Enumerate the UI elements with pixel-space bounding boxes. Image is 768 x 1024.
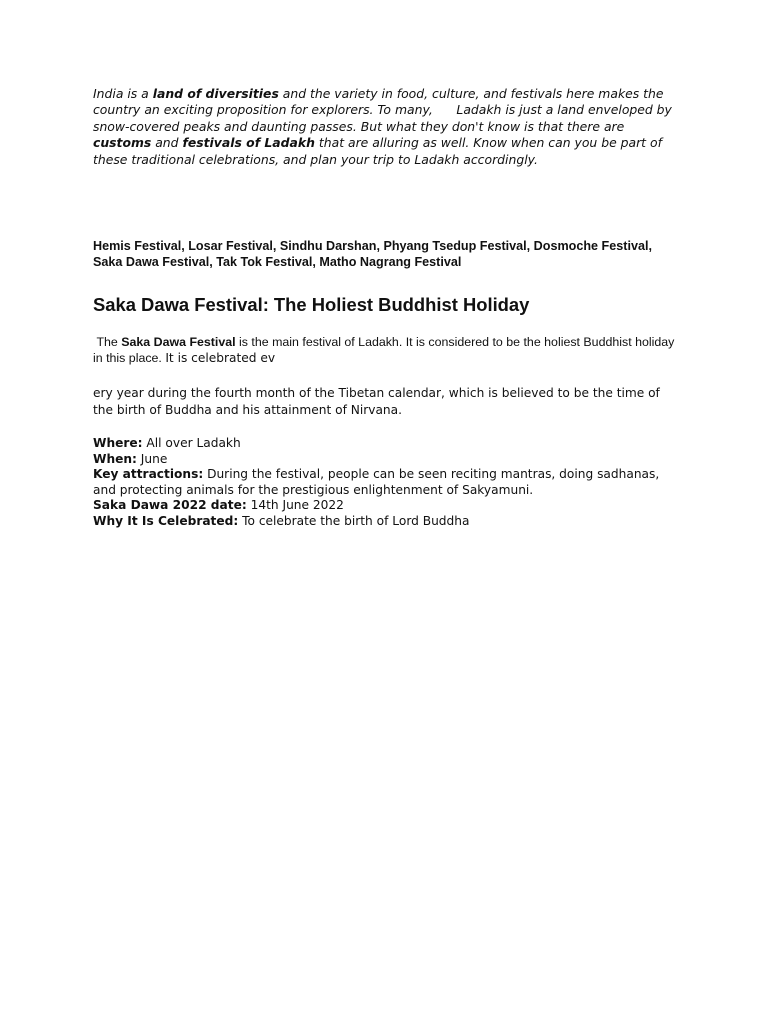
fact-when-value: June — [136, 451, 168, 466]
fact-date-value: 14th June 2022 — [246, 498, 344, 513]
fact-attractions-value: During the festival, people can be seen reciting mantras, doing sadhanas, and protecting animals for the prestigious enlightenment of Sakyamuni. — [93, 467, 660, 497]
desc-text-2: is the main festival of Ladakh. It is considered to be the holiest Buddhist holiday in this place. — [93, 335, 675, 365]
intro-text-2: and the variety in food, culture, and festivals here makes the country an exciting proposition for explorers. To many, Ladakh is just a land enveloped by snow-covered peaks and daunting passes. But what they don't know is that there are — [93, 86, 672, 134]
intro-bold-diversities: land of diversities — [152, 86, 279, 101]
fact-where-label: Where: — [93, 436, 143, 451]
festival-description — [93, 335, 683, 366]
intro-bold-customs: customs — [93, 135, 152, 151]
intro-paragraph — [93, 86, 683, 168]
intro-text-1: India is a — [93, 86, 153, 101]
fact-date — [93, 498, 683, 514]
intro-bold-festivals: festivals of Ladakh — [182, 135, 315, 151]
fact-why-value: To celebrate the birth of Lord Buddha — [238, 513, 470, 528]
festival-list: Hemis Festival, Losar Festival, Sindhu Darshan, Phyang Tsedup Festival, Dosmoche Festival, Saka Dawa Festival, Tak Tok Festival, Matho Nagrang Festival — [93, 239, 652, 270]
intro-text-3: and — [151, 135, 183, 151]
fact-attractions-label: Key attractions: — [93, 467, 204, 482]
desc-bold-name: Saka Dawa Festival — [121, 335, 236, 350]
intro-text-4: that are alluring as well. Know when can you be part of these traditional celebrations, and plan your trip to Ladakh accordingly. — [93, 135, 662, 167]
fact-attractions — [93, 467, 683, 498]
fact-when-label: When: — [93, 451, 137, 466]
fact-when — [93, 452, 683, 468]
festival-facts — [93, 436, 683, 529]
document-page — [93, 86, 683, 529]
section-heading: Saka Dawa Festival: The Holiest Buddhist Holiday — [93, 294, 530, 316]
desc-text-1: The — [93, 335, 122, 350]
fact-where — [93, 436, 683, 452]
fact-why — [93, 514, 683, 530]
fact-why-label: Why It Is Celebrated: — [93, 513, 239, 528]
fact-date-label: Saka Dawa 2022 date: — [93, 498, 247, 513]
fact-where-value: All over Ladakh — [142, 436, 241, 451]
desc-continuation: It is celebrated ev — [165, 350, 276, 365]
festival-description-continued: ery year during the fourth month of the Tibetan calendar, which is believed to be the time of the birth of Buddha and his attainment of Nirvana. — [93, 386, 660, 417]
